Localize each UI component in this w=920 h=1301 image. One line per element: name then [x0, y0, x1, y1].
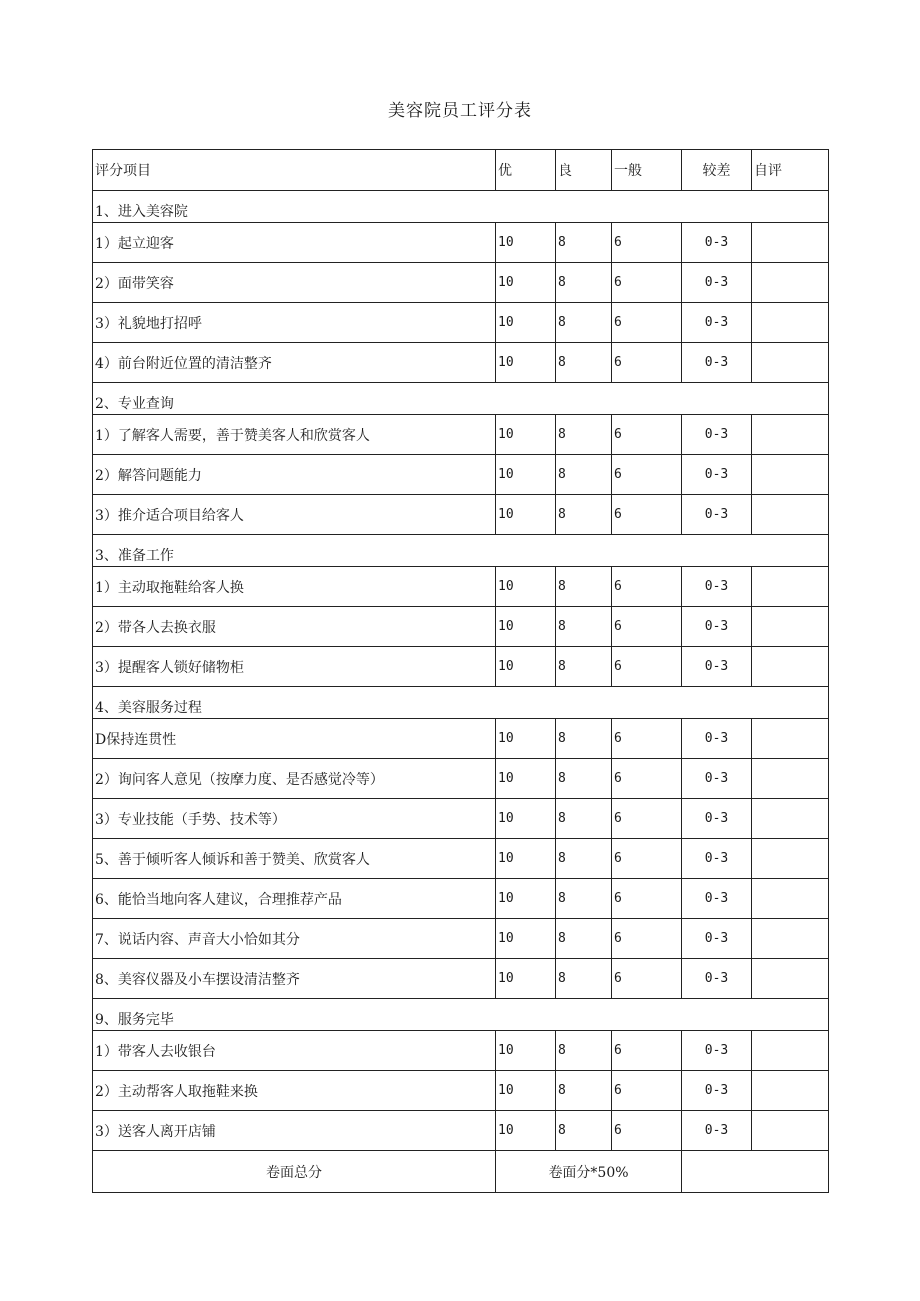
score-average: 6	[612, 495, 682, 535]
score-excellent: 10	[496, 839, 556, 879]
self-score-cell[interactable]	[752, 719, 829, 759]
score-average: 6	[612, 719, 682, 759]
score-poor: 0-3	[682, 567, 752, 607]
score-excellent: 10	[496, 799, 556, 839]
table-row	[93, 343, 829, 383]
self-score-cell[interactable]	[752, 263, 829, 303]
section-row	[93, 535, 829, 567]
score-excellent: 10	[496, 223, 556, 263]
score-excellent: 10	[496, 607, 556, 647]
table-row	[93, 607, 829, 647]
section-label: 9、服务完毕	[93, 999, 829, 1031]
self-score-cell[interactable]	[752, 799, 829, 839]
score-average: 6	[612, 263, 682, 303]
item-label: 2）带各人去换衣服	[93, 607, 496, 647]
score-poor: 0-3	[682, 719, 752, 759]
item-label: 2）解答问题能力	[93, 455, 496, 495]
score-excellent: 10	[496, 879, 556, 919]
score-good: 8	[556, 567, 612, 607]
score-good: 8	[556, 719, 612, 759]
table-row	[93, 303, 829, 343]
table-row	[93, 647, 829, 687]
table-row	[93, 1111, 829, 1151]
item-label: 6、能恰当地向客人建议，合理推荐产品	[93, 879, 496, 919]
score-average: 6	[612, 839, 682, 879]
item-label: 5、善于倾听客人倾诉和善于赞美、欣赏客人	[93, 839, 496, 879]
score-average: 6	[612, 919, 682, 959]
score-excellent: 10	[496, 455, 556, 495]
score-excellent: 10	[496, 959, 556, 999]
page-title: 美容院员工评分表	[388, 101, 532, 121]
self-score-cell[interactable]	[752, 919, 829, 959]
score-poor: 0-3	[682, 455, 752, 495]
item-label: 3）送客人离开店铺	[93, 1111, 496, 1151]
section-label: 2、专业查询	[93, 383, 829, 415]
score-average: 6	[612, 303, 682, 343]
score-good: 8	[556, 607, 612, 647]
self-score-cell[interactable]	[752, 879, 829, 919]
score-poor: 0-3	[682, 495, 752, 535]
score-table	[92, 149, 829, 1193]
item-label: 1）带客人去收银台	[93, 1031, 496, 1071]
score-average: 6	[612, 567, 682, 607]
score-average: 6	[612, 647, 682, 687]
section-label: 1、进入美容院	[93, 191, 829, 223]
self-score-cell[interactable]	[752, 495, 829, 535]
self-score-cell[interactable]	[752, 759, 829, 799]
self-score-cell[interactable]	[752, 455, 829, 495]
score-average: 6	[612, 343, 682, 383]
score-poor: 0-3	[682, 1031, 752, 1071]
score-average: 6	[612, 455, 682, 495]
score-excellent: 10	[496, 495, 556, 535]
header-self: 自评	[752, 150, 829, 191]
header-average: 一般	[612, 150, 682, 191]
score-good: 8	[556, 495, 612, 535]
score-average: 6	[612, 959, 682, 999]
item-label: 1）起立迎客	[93, 223, 496, 263]
item-label: D保持连贯性	[93, 719, 496, 759]
self-score-cell[interactable]	[752, 839, 829, 879]
total-formula: 卷面分*50%	[496, 1151, 682, 1193]
section-label: 4、美容服务过程	[93, 687, 829, 719]
score-poor: 0-3	[682, 919, 752, 959]
score-good: 8	[556, 919, 612, 959]
score-excellent: 10	[496, 647, 556, 687]
score-excellent: 10	[496, 415, 556, 455]
score-poor: 0-3	[682, 879, 752, 919]
table-row	[93, 415, 829, 455]
score-poor: 0-3	[682, 799, 752, 839]
section-label: 3、准备工作	[93, 535, 829, 567]
score-poor: 0-3	[682, 263, 752, 303]
item-label: 4）前台附近位置的清洁整齐	[93, 343, 496, 383]
score-good: 8	[556, 1111, 612, 1151]
score-excellent: 10	[496, 1031, 556, 1071]
item-label: 8、美容仪器及小车摆设清洁整齐	[93, 959, 496, 999]
table-row	[93, 879, 829, 919]
score-good: 8	[556, 759, 612, 799]
table-row	[93, 567, 829, 607]
self-score-cell[interactable]	[752, 415, 829, 455]
score-good: 8	[556, 647, 612, 687]
score-good: 8	[556, 879, 612, 919]
score-good: 8	[556, 455, 612, 495]
item-label: 7、说话内容、声音大小恰如其分	[93, 919, 496, 959]
score-good: 8	[556, 303, 612, 343]
score-good: 8	[556, 959, 612, 999]
section-row	[93, 191, 829, 223]
score-poor: 0-3	[682, 759, 752, 799]
score-excellent: 10	[496, 567, 556, 607]
score-good: 8	[556, 839, 612, 879]
self-score-cell[interactable]	[752, 343, 829, 383]
score-poor: 0-3	[682, 959, 752, 999]
score-good: 8	[556, 1031, 612, 1071]
score-poor: 0-3	[682, 607, 752, 647]
self-score-cell[interactable]	[752, 1071, 829, 1111]
score-poor: 0-3	[682, 647, 752, 687]
total-value-cell[interactable]	[682, 1151, 829, 1193]
total-row	[93, 1151, 829, 1193]
item-label: 3）礼貌地打招呼	[93, 303, 496, 343]
item-label: 1）主动取拖鞋给客人换	[93, 567, 496, 607]
self-score-cell[interactable]	[752, 223, 829, 263]
table-row	[93, 799, 829, 839]
self-score-cell[interactable]	[752, 303, 829, 343]
score-poor: 0-3	[682, 839, 752, 879]
item-label: 3）专业技能（手势、技术等）	[93, 799, 496, 839]
score-excellent: 10	[496, 919, 556, 959]
score-average: 6	[612, 607, 682, 647]
score-excellent: 10	[496, 263, 556, 303]
score-good: 8	[556, 799, 612, 839]
header-excellent: 优	[496, 150, 556, 191]
total-label: 卷面总分	[93, 1151, 496, 1193]
score-average: 6	[612, 1111, 682, 1151]
table-row	[93, 1071, 829, 1111]
table-row	[93, 1031, 829, 1071]
header-row	[93, 150, 829, 191]
table-row	[93, 495, 829, 535]
self-score-cell[interactable]	[752, 647, 829, 687]
score-poor: 0-3	[682, 223, 752, 263]
self-score-cell[interactable]	[752, 1111, 829, 1151]
item-label: 2）主动帮客人取拖鞋来换	[93, 1071, 496, 1111]
self-score-cell[interactable]	[752, 607, 829, 647]
section-row	[93, 999, 829, 1031]
item-label: 3）推介适合项目给客人	[93, 495, 496, 535]
table-row	[93, 759, 829, 799]
score-excellent: 10	[496, 1111, 556, 1151]
table-row	[93, 839, 829, 879]
score-excellent: 10	[496, 1071, 556, 1111]
score-excellent: 10	[496, 343, 556, 383]
score-poor: 0-3	[682, 1111, 752, 1151]
score-poor: 0-3	[682, 415, 752, 455]
table-row	[93, 455, 829, 495]
score-poor: 0-3	[682, 303, 752, 343]
table-row	[93, 223, 829, 263]
score-average: 6	[612, 223, 682, 263]
item-label: 1）了解客人需要，善于赞美客人和欣赏客人	[93, 415, 496, 455]
score-average: 6	[612, 879, 682, 919]
header-good: 良	[556, 150, 612, 191]
item-label: 2）面带笑容	[93, 263, 496, 303]
score-good: 8	[556, 415, 612, 455]
score-excellent: 10	[496, 759, 556, 799]
score-average: 6	[612, 759, 682, 799]
section-row	[93, 383, 829, 415]
score-poor: 0-3	[682, 343, 752, 383]
table-row	[93, 719, 829, 759]
table-row	[93, 263, 829, 303]
self-score-cell[interactable]	[752, 567, 829, 607]
score-average: 6	[612, 799, 682, 839]
table-row	[93, 959, 829, 999]
score-excellent: 10	[496, 719, 556, 759]
score-good: 8	[556, 1071, 612, 1111]
header-item: 评分项目	[93, 150, 496, 191]
table-row	[93, 919, 829, 959]
score-good: 8	[556, 343, 612, 383]
score-good: 8	[556, 263, 612, 303]
item-label: 3）提醒客人锁好储物柜	[93, 647, 496, 687]
score-poor: 0-3	[682, 1071, 752, 1111]
header-poor: 较差	[682, 150, 752, 191]
score-excellent: 10	[496, 303, 556, 343]
section-row	[93, 687, 829, 719]
score-good: 8	[556, 223, 612, 263]
self-score-cell[interactable]	[752, 1031, 829, 1071]
item-label: 2）询问客人意见（按摩力度、是否感觉冷等）	[93, 759, 496, 799]
score-average: 6	[612, 415, 682, 455]
self-score-cell[interactable]	[752, 959, 829, 999]
score-average: 6	[612, 1031, 682, 1071]
score-average: 6	[612, 1071, 682, 1111]
